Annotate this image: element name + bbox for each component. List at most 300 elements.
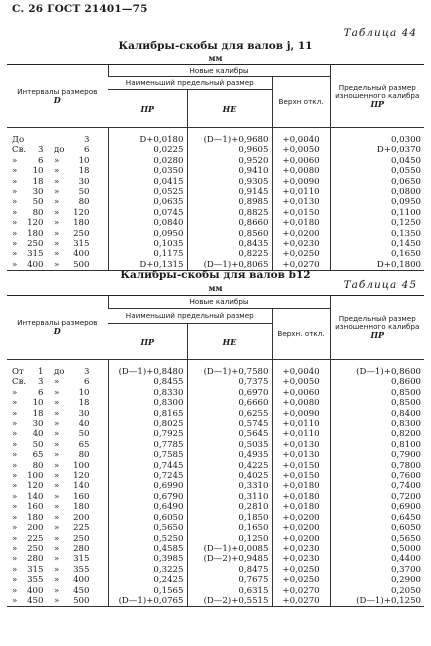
cell-pr: 0,8330 [108,388,187,398]
table-row [7,177,424,187]
cell-ne: 0,7375 [187,377,272,387]
cell-ne: (D—1)+0,8065 [187,260,272,271]
table-row [7,419,424,429]
interval-to: 120 [73,471,90,482]
interval-from: 180 [27,512,44,523]
interval-pre: До [12,135,25,145]
cell-worn: 0,7600 [330,471,424,481]
table-row [7,596,424,607]
cell-upper-dev: +0,0270 [272,260,330,271]
cell-ne: 0,5645 [187,429,272,439]
interval-pre: » [12,471,18,482]
table-row [7,367,424,377]
cell-pr: 0,0280 [108,156,187,166]
cell-interval [7,166,108,176]
interval-pre: » [12,533,18,544]
interval-mid: » [54,249,60,260]
interval-to: 160 [73,491,90,502]
interval-to: 80 [78,197,90,208]
cell-pr: 0,5250 [108,534,187,544]
cell-upper-dev: +0,0080 [272,166,330,176]
interval-pre: » [12,450,18,461]
cell-upper-dev: +0,0180 [272,492,330,502]
cell-upper-dev: +0,0230 [272,239,330,249]
table-45-body [7,360,424,607]
cell-ne: (D—1)+0,0085 [187,544,272,554]
interval-pre: » [12,491,18,502]
table-row [7,156,424,166]
interval-to: 18 [78,166,90,177]
interval-from: 3 [38,145,44,156]
cell-worn: 0,2900 [330,575,424,585]
cell-pr: 0,7445 [108,461,187,471]
cell-upper-dev: +0,0050 [272,377,330,387]
interval-from: 450 [27,595,44,606]
cell-interval [7,450,108,460]
cell-upper-dev: +0,0200 [272,523,330,533]
cell-upper-dev: +0,0040 [272,367,330,377]
interval-from: 50 [32,197,44,208]
table-row [7,586,424,596]
interval-pre: » [12,218,18,229]
table-45-title: Калибры-скобы для валов b12 [120,269,311,281]
interval-from: 140 [27,491,44,502]
interval-mid: » [54,218,60,229]
cell-worn: 0,2050 [330,586,424,596]
interval-mid: » [54,564,60,575]
table-44-title: Калибры-скобы для валов j, 11 [118,40,313,52]
cell-ne: 0,6255 [187,409,272,419]
cell-interval [7,208,108,218]
cell-worn: D+0,1800 [330,260,424,271]
cell-upper-dev: +0,0090 [272,409,330,419]
cell-ne: 0,7675 [187,575,272,585]
interval-pre: » [12,554,18,565]
cell-upper-dev: +0,0270 [272,586,330,596]
interval-pre: » [12,481,18,492]
interval-to: 6 [84,377,90,388]
interval-pre: » [12,564,18,575]
interval-from: 1 [38,367,44,377]
table-45 [7,295,424,607]
interval-mid: » [54,187,60,198]
interval-from: 400 [27,259,44,270]
interval-to: 280 [73,543,90,554]
cell-pr: 0,0635 [108,197,187,207]
cell-worn: 0,0800 [330,187,424,197]
cell-worn: 0,0300 [330,135,424,145]
cell-interval [7,229,108,239]
interval-from: 10 [32,398,44,409]
interval-pre: » [12,502,18,513]
cell-interval [7,492,108,502]
cell-worn: 0,8500 [330,388,424,398]
cell-ne: 0,8985 [187,197,272,207]
table-row [7,239,424,249]
cell-pr: 0,7785 [108,440,187,450]
cell-pr: (D—1)+0,8480 [108,367,187,377]
interval-mid: до [54,145,65,156]
interval-mid: » [54,554,60,565]
table-44-label: Таблица 44 [343,27,417,39]
interval-to: 100 [73,460,90,471]
cell-interval [7,218,108,228]
interval-to: 225 [73,523,90,534]
cell-worn: 0,6050 [330,523,424,533]
interval-mid: » [54,491,60,502]
cell-upper-dev: +0,0080 [272,398,330,408]
cell-interval [7,409,108,419]
interval-mid: » [54,419,60,430]
interval-pre: » [12,429,18,440]
cell-interval [7,429,108,439]
cell-worn: 0,6450 [330,513,424,523]
interval-pre: » [12,187,18,198]
interval-to: 140 [73,481,90,492]
interval-to: 40 [78,419,90,430]
min-limit-header: Наименьший предельный размер [108,77,272,90]
cell-ne: (D—2)+0,5515 [187,596,272,607]
cell-worn: 0,3700 [330,565,424,575]
cell-upper-dev: +0,0180 [272,481,330,491]
cell-pr: 0,6050 [108,513,187,523]
interval-from: 180 [27,228,44,239]
interval-pre: » [12,543,18,554]
interval-mid: » [54,207,60,218]
interval-pre: » [12,155,18,166]
cell-interval [7,586,108,596]
cell-pr: 0,6490 [108,502,187,512]
table-44-body [7,128,424,271]
interval-mid: » [54,512,60,523]
cell-pr: 0,3985 [108,554,187,564]
cell-pr: 0,1565 [108,586,187,596]
cell-ne: 0,8825 [187,208,272,218]
table-row [7,197,424,207]
cell-upper-dev: +0,0050 [272,145,330,155]
cell-interval [7,239,108,249]
table-row [7,135,424,145]
cell-upper-dev: +0,0180 [272,502,330,512]
col-upper-dev-header: Верхн откл. [272,77,330,128]
cell-pr: 0,8300 [108,398,187,408]
cell-interval [7,554,108,564]
interval-mid: » [54,481,60,492]
interval-to: 355 [73,564,90,575]
col-worn-header: Предельный размер изношенного калибра ПР [330,296,424,360]
interval-from: 355 [27,575,44,586]
cell-interval [7,388,108,398]
interval-from: 6 [38,155,44,166]
interval-mid: » [54,228,60,239]
interval-from: 160 [27,502,44,513]
interval-to: 250 [73,533,90,544]
table-row [7,187,424,197]
interval-from: 10 [32,166,44,177]
col-pr-header: ПР [108,324,187,360]
interval-pre: » [12,207,18,218]
cell-ne: 0,4025 [187,471,272,481]
interval-pre: » [12,439,18,450]
cell-worn: 0,5000 [330,544,424,554]
interval-to: 10 [78,387,90,398]
cell-ne: 0,8660 [187,218,272,228]
table-row [7,145,424,155]
spacer-row [7,360,424,368]
table-row [7,481,424,491]
cell-pr: 0,1035 [108,239,187,249]
cell-pr: 0,0415 [108,177,187,187]
cell-upper-dev: +0,0130 [272,450,330,460]
cell-worn: 0,1450 [330,239,424,249]
interval-mid: » [54,166,60,177]
interval-from: 200 [27,523,44,534]
interval-to: 18 [78,398,90,409]
table-row [7,471,424,481]
interval-pre: » [12,419,18,430]
table-row [7,249,424,259]
cell-upper-dev: +0,0150 [272,471,330,481]
cell-pr: 0,2425 [108,575,187,585]
col-ne-header: НЕ [187,90,272,128]
cell-interval [7,544,108,554]
interval-to: 30 [78,176,90,187]
cell-upper-dev: +0,0130 [272,197,330,207]
interval-mid: » [54,155,60,166]
interval-mid: » [54,450,60,461]
interval-pre: » [12,585,18,596]
cell-interval [7,565,108,575]
cell-ne: 0,9305 [187,177,272,187]
cell-pr: 0,6790 [108,492,187,502]
cell-ne: 0,3110 [187,492,272,502]
cell-pr: 0,5650 [108,523,187,533]
cell-upper-dev: +0,0150 [272,208,330,218]
cell-pr: (D—1)+0,0765 [108,596,187,607]
min-limit-header: Наименьший предельный размер [108,309,272,324]
cell-upper-dev: +0,0110 [272,419,330,429]
interval-to: 400 [73,249,90,260]
interval-from: 315 [27,249,44,260]
cell-worn: 0,8600 [330,377,424,387]
col-ne-header: НЕ [187,324,272,360]
interval-mid: » [54,460,60,471]
table-row [7,409,424,419]
interval-to: 450 [73,585,90,596]
table-row [7,398,424,408]
cell-pr: 0,0350 [108,166,187,176]
cell-ne: 0,9520 [187,156,272,166]
spacer-row [7,128,424,136]
cell-pr: 0,3225 [108,565,187,575]
table-row [7,218,424,228]
table-row [7,554,424,564]
table-row [7,575,424,585]
cell-ne: 0,1850 [187,513,272,523]
cell-worn: 0,8200 [330,429,424,439]
cell-pr: 0,8455 [108,377,187,387]
table-row [7,440,424,450]
cell-pr: 0,8165 [108,409,187,419]
interval-from: 120 [27,218,44,229]
cell-ne: 0,9145 [187,187,272,197]
interval-mid: » [54,595,60,606]
interval-pre: » [12,408,18,419]
col-intervals-header: Интервалы размеров D [7,65,108,128]
cell-interval [7,377,108,387]
interval-from: 18 [32,176,44,187]
interval-mid: » [54,387,60,398]
cell-ne: 0,5035 [187,440,272,450]
cell-pr: 0,0950 [108,229,187,239]
cell-worn: 0,8300 [330,419,424,429]
table-row [7,208,424,218]
cell-ne: 0,6315 [187,586,272,596]
interval-to: 500 [73,595,90,606]
interval-pre: » [12,166,18,177]
cell-pr: 0,7245 [108,471,187,481]
interval-from: 315 [27,564,44,575]
interval-mid: » [54,398,60,409]
interval-pre: » [12,387,18,398]
cell-worn: 0,5650 [330,534,424,544]
table-row [7,388,424,398]
interval-from: 65 [32,450,44,461]
table-row [7,377,424,387]
cell-interval [7,461,108,471]
cell-ne: 0,2810 [187,502,272,512]
interval-to: 80 [78,450,90,461]
interval-mid: до [54,367,65,377]
interval-from: 6 [38,387,44,398]
interval-mid: » [54,543,60,554]
interval-mid: » [54,471,60,482]
interval-from: 50 [32,439,44,450]
cell-interval [7,481,108,491]
cell-worn: 0,0950 [330,197,424,207]
interval-mid: » [54,502,60,513]
cell-worn: 0,1350 [330,229,424,239]
interval-pre: » [12,460,18,471]
cell-pr: 0,8025 [108,419,187,429]
interval-mid: » [54,429,60,440]
col-worn-header: Предельный размер изношенного калибра ПР [330,65,424,128]
cell-upper-dev: +0,0250 [272,565,330,575]
cell-worn: 0,7400 [330,481,424,491]
cell-ne: (D—1)+0,7580 [187,367,272,377]
interval-mid: » [54,408,60,419]
interval-to: 400 [73,575,90,586]
interval-mid: » [54,585,60,596]
table-44 [7,64,424,271]
interval-pre: » [12,523,18,534]
cell-interval [7,513,108,523]
table-44-unit: мм [208,53,223,63]
interval-from: 120 [27,481,44,492]
interval-mid: » [54,176,60,187]
cell-upper-dev: +0,0230 [272,554,330,564]
cell-interval [7,249,108,259]
interval-to: 30 [78,408,90,419]
interval-pre: » [12,176,18,187]
interval-pre: » [12,398,18,409]
cell-worn: 0,1100 [330,208,424,218]
interval-pre: » [12,228,18,239]
cell-interval [7,471,108,481]
cell-interval [7,156,108,166]
interval-from: 30 [32,419,44,430]
interval-pre: » [12,239,18,250]
cell-worn: 0,1250 [330,218,424,228]
table-row [7,429,424,439]
table-row [7,565,424,575]
cell-interval [7,534,108,544]
interval-to: 65 [78,439,90,450]
cell-ne: 0,6970 [187,388,272,398]
cell-pr: 0,0225 [108,145,187,155]
interval-from: 280 [27,554,44,565]
table-row [7,450,424,460]
interval-pre: » [12,259,18,270]
cell-interval [7,575,108,585]
cell-upper-dev: +0,0250 [272,249,330,259]
interval-to: 250 [73,228,90,239]
cell-upper-dev: +0,0130 [272,440,330,450]
cell-interval [7,367,108,377]
table-row [7,229,424,239]
interval-pre: » [12,595,18,606]
cell-ne: 0,6660 [187,398,272,408]
interval-pre: » [12,575,18,586]
cell-interval [7,145,108,155]
table-row [7,513,424,523]
interval-from: 3 [38,377,44,388]
interval-to: 120 [73,207,90,218]
interval-to: 180 [73,218,90,229]
interval-pre: » [12,197,18,208]
cell-ne: 0,4935 [187,450,272,460]
interval-to: 200 [73,512,90,523]
cell-worn: 0,8100 [330,440,424,450]
interval-to: 3 [84,367,90,377]
interval-to: 500 [73,259,90,270]
cell-upper-dev: +0,0180 [272,218,330,228]
cell-ne: 0,8475 [187,565,272,575]
col-pr-header: ПР [108,90,187,128]
interval-mid: » [54,575,60,586]
cell-upper-dev: +0,0040 [272,135,330,145]
cell-upper-dev: +0,0270 [272,596,330,607]
cell-worn: 0,8400 [330,409,424,419]
cell-worn: 0,1650 [330,249,424,259]
cell-ne: 0,1650 [187,523,272,533]
interval-to: 315 [73,554,90,565]
table-row [7,461,424,471]
interval-mid: » [54,259,60,270]
cell-interval [7,523,108,533]
cell-ne: (D—2)+0,9485 [187,554,272,564]
cell-ne: 0,4225 [187,461,272,471]
interval-from: 400 [27,585,44,596]
cell-pr: 0,4585 [108,544,187,554]
cell-interval [7,419,108,429]
cell-upper-dev: +0,0110 [272,187,330,197]
cell-interval [7,135,108,145]
cell-worn: 0,7800 [330,461,424,471]
cell-ne: 0,8560 [187,229,272,239]
cell-worn: (D—1)+0,1250 [330,596,424,607]
cell-worn: 0,4400 [330,554,424,564]
